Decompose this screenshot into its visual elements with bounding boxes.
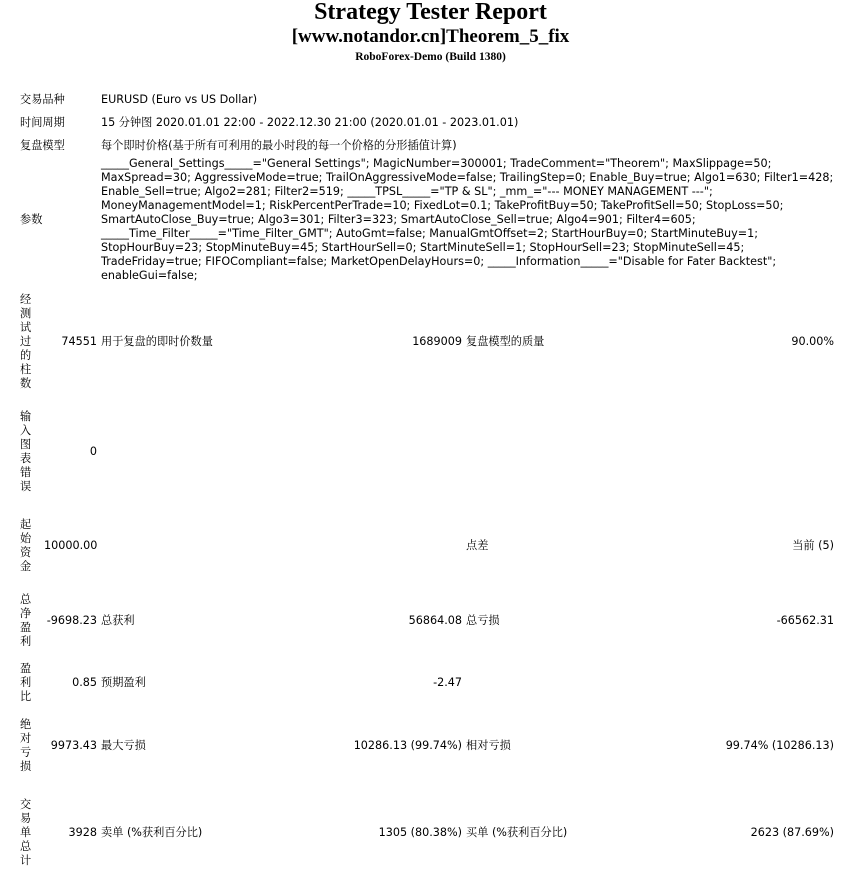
model-row [18, 134, 836, 157]
bars-row [18, 283, 836, 401]
report-title: Strategy Tester Report [314, 0, 547, 25]
model-value: 每个即时价格(基于所有可利用的最小时段的每一个价格的分形插值计算) [101, 138, 457, 152]
profitfactor-row [18, 653, 836, 713]
long-label: 买单 (%获利百分比) [466, 826, 568, 839]
quality-label: 复盘模型的质量 [466, 335, 545, 348]
ticks-label: 用于复盘的即时价数量 [101, 335, 213, 348]
drawdown-row [18, 713, 836, 779]
short-label: 卖单 (%获利百分比) [101, 826, 203, 839]
grossloss-label: 总亏损 [466, 614, 500, 627]
period-value: 15 分钟图 2020.01.01 22:00 - 2022.12.30 21:00 (2020.01.01 - 2023.01.01) [101, 115, 519, 129]
expert-name: [www.notandor.cn]Theorem_5_fix [291, 26, 570, 47]
period-row [18, 111, 836, 134]
grossloss-value: -66562.31 [776, 614, 835, 627]
maxdd-label: 最大亏损 [101, 739, 146, 752]
quality-value: 90.00% [791, 335, 835, 348]
long-value: 2623 (87.69%) [750, 826, 835, 839]
bars-value: 74551 [61, 335, 98, 348]
deposit-label: 起始资金 [20, 518, 32, 573]
params-label: 参数 [20, 213, 43, 226]
params-value: _____General_Settings_____="General Settings"; MagicNumber=300001; TradeComment="Theorem"; MaxSlippage=50; MaxSpread=30; AggressiveMode=true; TrailOnAggressiveMode=false; TrailingStep=0; Enable_Buy=true; Algo1=630; Filter1=428; Enable_Sell=true; Algo2=281; Filter2=519; _____TPSL_____="TP & SL"; _mm_="--- MONEY MANAGEMENT ---"; MoneyManagementModel=1; RiskPercentPerTrade=10; FixedLot=0.1; TakeProfitBuy=50; TakeProfitSell=50; StopLoss=50; SmartAutoClose_Buy=true; Algo3=301; Filter3=323; SmartAutoClose_Sell=true; Algo4=901; Filter4=605; _____Time_Filter_____="Time_Filter_GMT"; AutoGmt=false; ManualGmtOffset=2; StartHourBuy=0; StartMinuteBuy=1; StopHourBuy=23; StopMinuteBuy=45; StartHourSell=0; StartMinuteSell=1; StopHourSell=23; StopMinuteSell=45; TradeFriday=true; FIFOCompliant=false; MarketOpenDelayHours=0; _____Information_____="Disable for Fater Backtest"; enableGui=false; [101, 157, 834, 282]
trades-row [18, 779, 836, 887]
spread-label: 点差 [466, 539, 489, 552]
symbol-value: EURUSD (Euro vs US Dollar) [101, 92, 258, 106]
deposit-value: 10000.00 [44, 539, 98, 552]
trades-label: 交易单总计 [20, 798, 32, 867]
grossprofit-label: 总获利 [101, 614, 135, 627]
spread-value: 当前 (5) [792, 539, 835, 552]
errors-value: 0 [89, 445, 98, 458]
server-build: RoboForex-Demo (Build 1380) [355, 51, 506, 63]
expected-label: 预期盈利 [101, 676, 146, 689]
maxdd-value: 10286.13 (99.74%) [353, 739, 463, 752]
report-header [0, 0, 861, 65]
absdd-label: 绝对亏损 [20, 718, 32, 773]
absdd-value: 9973.43 [50, 739, 98, 752]
short-value: 1305 (80.38%) [378, 826, 463, 839]
reldd-label: 相对亏损 [466, 739, 511, 752]
netprofit-row [18, 589, 836, 653]
symbol-label: 交易品种 [20, 92, 65, 106]
params-row [18, 157, 836, 283]
grossprofit-value: 56864.08 [408, 614, 463, 627]
period-label: 时间周期 [20, 115, 65, 129]
netprofit-value: -9698.23 [46, 614, 98, 627]
expected-value: -2.47 [433, 676, 463, 689]
deposit-row [18, 503, 836, 589]
errors-row [18, 401, 836, 503]
trades-value: 3928 [68, 826, 98, 839]
pf-value: 0.85 [72, 676, 98, 689]
ticks-value: 1689009 [412, 335, 463, 348]
pf-label: 盈利比 [20, 662, 32, 703]
errors-label: 输入图表错误 [20, 410, 32, 493]
bars-label: 经测试过的柱数 [20, 293, 32, 390]
model-label: 复盘模型 [20, 138, 65, 152]
report-table [18, 88, 836, 887]
reldd-value: 99.74% (10286.13) [725, 739, 835, 752]
symbol-row [18, 88, 836, 111]
netprofit-label: 总净盈利 [20, 593, 32, 648]
